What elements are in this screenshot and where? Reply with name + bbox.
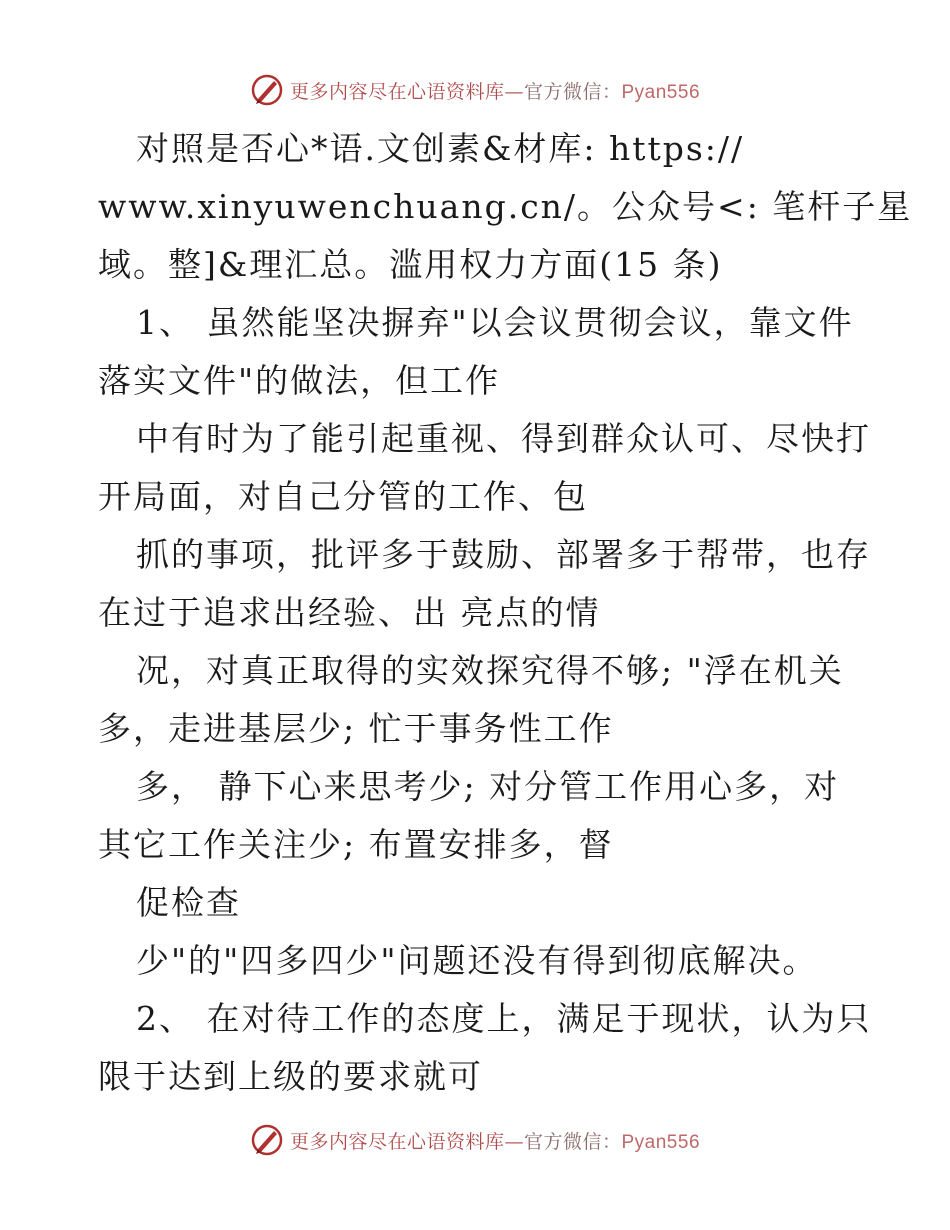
text-line: 域。整]&理汇总。滥用权力方面(15 条) bbox=[98, 245, 723, 284]
text-line: 抓的事项，批评多于鼓励、部署多于帮带，也存 bbox=[136, 535, 871, 574]
text-line: 1、 虽然能坚决摒弃"以会议贯彻会议，靠文件 bbox=[136, 303, 854, 342]
text-line: 在过于追求出经验、出 亮点的情 bbox=[98, 593, 601, 632]
watermark-header bbox=[0, 70, 950, 110]
text-line: 落实文件"的做法，但工作 bbox=[98, 361, 501, 400]
pen-logo-icon bbox=[250, 1123, 284, 1157]
text-line: 开局面，对自己分管的工作、包 bbox=[98, 477, 588, 516]
watermark-wechat-id: Pyan556 bbox=[621, 1131, 701, 1153]
text-line: 多，走进基层少; 忙于事务性工作 bbox=[98, 709, 614, 748]
text-line: 对照是否心*语.文创素&材库: https:// bbox=[136, 129, 745, 168]
text-line: 促检查 bbox=[136, 883, 241, 922]
watermark-text bbox=[290, 77, 700, 104]
watermark-wechat-label: 官方微信： bbox=[523, 1130, 622, 1153]
pen-logo-icon bbox=[250, 73, 284, 107]
watermark-footer bbox=[0, 1120, 950, 1160]
text-line: 中有时为了能引起重视、得到群众认可、尽快打 bbox=[136, 419, 871, 458]
text-line: 少"的"四多四少"问题还没有得到彻底解决。 bbox=[136, 941, 818, 980]
watermark-separator: — bbox=[504, 80, 524, 103]
text-line: 其它工作关注少; 布置安排多，督 bbox=[98, 825, 614, 864]
text-line: 限于达到上级的要求就可 bbox=[98, 1057, 483, 1096]
watermark-wechat-label: 官方微信： bbox=[523, 80, 622, 103]
text-line: 2、 在对待工作的态度上，满足于现状，认为只 bbox=[136, 999, 872, 1038]
document-body bbox=[98, 120, 913, 1106]
watermark-title: 更多内容尽在心语资料库 bbox=[289, 1130, 505, 1153]
text-line: www.xinyuwenchuang.cn/。公众号<: 笔杆子星 bbox=[98, 187, 913, 226]
watermark-separator: — bbox=[504, 1130, 524, 1153]
text-line: 多， 静下心来思考少; 对分管工作用心多，对 bbox=[136, 767, 840, 806]
watermark-wechat-id: Pyan556 bbox=[621, 81, 701, 103]
watermark-title: 更多内容尽在心语资料库 bbox=[289, 80, 505, 103]
watermark-text bbox=[290, 1127, 700, 1154]
text-line: 况，对真正取得的实效探究得不够; "浮在机关 bbox=[136, 651, 844, 690]
